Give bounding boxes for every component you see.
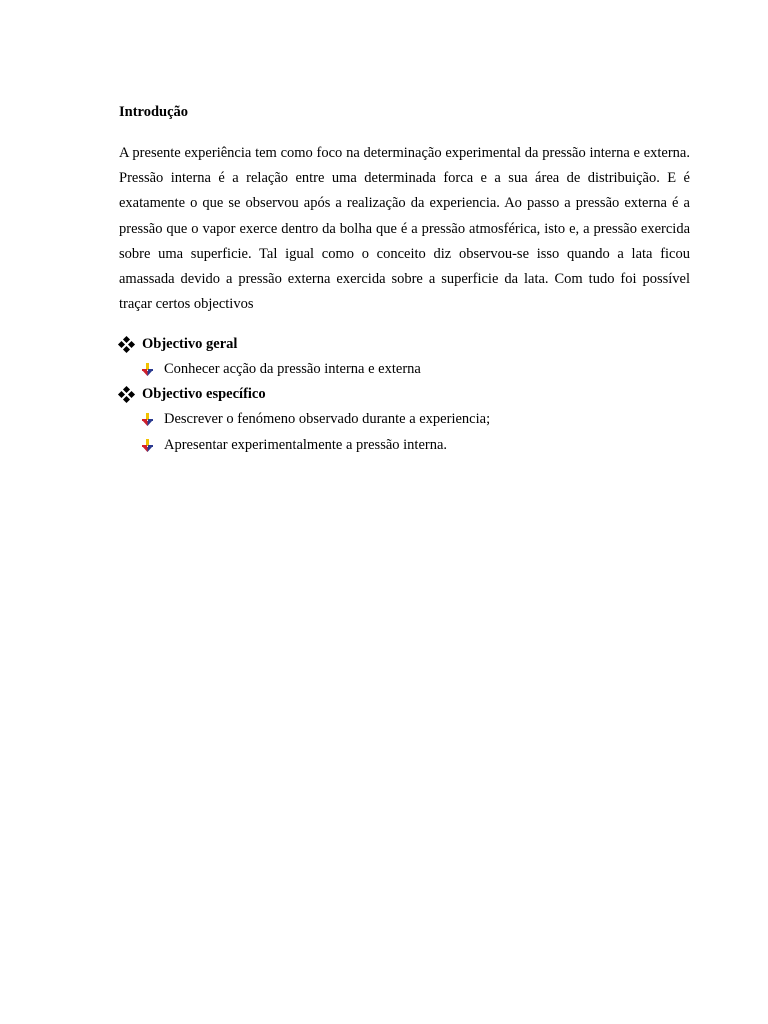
objective-specific-item-text: Descrever o fenómeno observado durante a experiencia; <box>164 411 491 428</box>
intro-paragraph: A presente experiência tem como foco na determinação experimental da pressão interna e externa. Pressão interna é a relação entre uma determinada forca e a sua área de distribuição. E é exatamente o que se observou após a realização da experiencia. Ao passo a pressão externa é a pressão que o vapor exerce dentro da bolha que é a pressão atmosférica, isto e, a pressão exercida sobre uma superficie. Tal igual como o conceito diz observou-se isso quando a lata ficou amassada devido a pressão externa exercida sobre a superficie da lata. Com tudo foi possível traçar certos objectivos <box>119 145 690 313</box>
objective-specific-item <box>119 433 690 458</box>
objective-specific-title: Objectivo específico <box>142 386 266 403</box>
diamond-cluster-icon <box>119 337 134 352</box>
section-heading: Introdução <box>119 104 189 120</box>
objective-specific-item <box>119 407 690 432</box>
document-content <box>119 103 690 458</box>
arrow-down-multicolor-icon <box>141 413 154 426</box>
arrow-down-multicolor-icon <box>141 439 154 452</box>
diamond-cluster-icon <box>119 387 134 402</box>
objective-general-title: Objectivo geral <box>142 335 238 352</box>
objective-general-item-text: Conhecer acção da pressão interna e externa <box>164 360 421 377</box>
objective-general-item <box>119 357 690 382</box>
arrow-down-multicolor-icon <box>141 363 154 376</box>
objective-general-header <box>119 331 690 356</box>
objective-specific-item-text: Apresentar experimentalmente a pressão interna. <box>164 436 448 453</box>
objectives-list <box>119 331 690 457</box>
objective-specific-header <box>119 382 690 407</box>
